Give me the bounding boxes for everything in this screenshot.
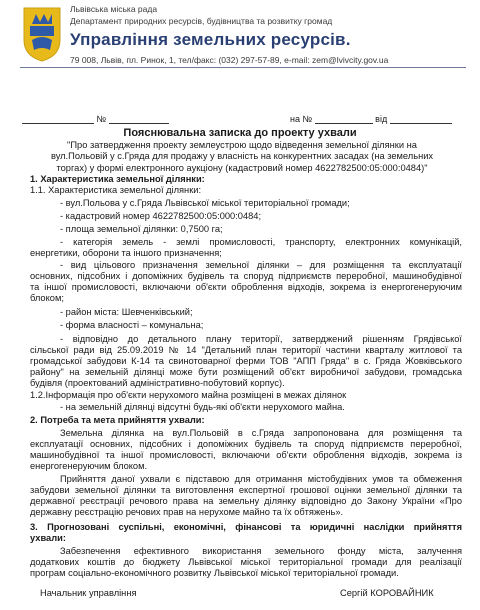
adoption-paragraph-line: державну реєстрацію речових прав на нерухоме майно та їх обтяжень».	[30, 507, 344, 517]
management-title: Управління земельних ресурсів.	[70, 30, 351, 49]
signatory-position: Начальник управління	[40, 588, 137, 598]
intro-line: "Про затвердження проекту землеустрою щодо відведення земельної ділянки на	[67, 140, 417, 150]
parcel-address: - вул.Польова у с.Гряда Львівської міської територіальної громади;	[60, 198, 350, 208]
purpose-line: блоком;	[30, 293, 64, 303]
adoption-paragraph-line: забудови земельної ділянки та виготовлення експертної грошової оцінки земельної ділянки та	[30, 485, 462, 495]
ref-date-word: від	[375, 114, 388, 124]
parcel-area: - площа земельної ділянки: 0,7500 га;	[60, 224, 223, 234]
number-sign: №	[96, 114, 107, 124]
consequences-line: програм соціально-економічного розвитку Львівської міської територіальної громади.	[30, 568, 399, 578]
document-title: Пояснювальна записка до проекту ухвали	[123, 127, 357, 139]
detail-plan-line: - відповідно до детального плану території, затверджений рішенням Грядівської	[60, 334, 462, 344]
purpose-paragraph-line: Земельна ділянка на вул.Польовій в с.Гряда запропонована для розміщення та	[60, 428, 462, 438]
purpose-line: основних, підсобних і допоміжних будівель та споруд підприємств переробної, машинобудівної	[30, 271, 462, 281]
real-estate-info: - на земельній ділянці відсутні будь-які об'єкти нерухомого майна.	[60, 402, 345, 412]
land-category-line: - категорія земель - землі промисловості, транспорту, електронних комунікацій,	[60, 237, 462, 247]
purpose-line: та іншої промисловості, включаючи об'єкти оброблення відходів, зокрема із енергогенеруючим	[30, 282, 462, 292]
adoption-paragraph-line: Прийняття даної ухвали є підставою для отримання містобудівних умов та обмеження	[60, 474, 462, 484]
detail-plan-line: громадської забудови К-14 та свинотоварної ферми ТОВ "АПП Гряда" в с. Гряда Жовківського	[30, 356, 462, 366]
section3-heading: ухвали:	[30, 533, 66, 543]
lviv-coat-of-arms-logo	[22, 6, 62, 62]
purpose-paragraph-line: експлуатації основних, підсобних і допоміжних будівель та споруд підприємств переробної,	[30, 439, 462, 449]
adoption-paragraph-line: державної реєстрації речового права на земельну ділянку відповідно до Закону України «Про	[30, 496, 462, 506]
section2-heading: 2. Потреба та мета прийняття ухвали:	[30, 415, 205, 425]
org-name: Львівська міська рада	[70, 4, 158, 14]
detail-plan-line: району" на земельній ділянці може бути розміщений об'єкт виробничої забудови, громадська	[30, 367, 462, 377]
department-name: Департамент природних ресурсів, будівництва та розвитку громад	[70, 16, 333, 26]
intro-line: вул.Польовій у с.Гряда для продажу у власність на конкурентних засадах (на земельних	[50, 151, 434, 162]
land-category-line: енергетики, оборони та іншого призначення;	[30, 248, 222, 258]
contact-address: 79 008, Львів, пл. Ринок, 1, тел/факс: (032) 297-57-89, e-mail: zem@lvivcity.gov.ua	[70, 55, 389, 65]
purpose-paragraph-line: енергогенеруючим блоком.	[30, 461, 148, 471]
section1-heading: 1. Характеристика земельної ділянки:	[30, 174, 205, 184]
section3-heading: 3. Прогнозовані суспільні, економічні, фінансові та юридичні наслідки прийняття	[30, 522, 462, 532]
purpose-paragraph-line: машинобудівної та іншої промисловості, включаючи об'єкти оброблення відходів, зокрема із	[30, 450, 462, 460]
section1-subheading: 1.1. Характеристика земельної ділянки:	[30, 185, 202, 195]
consequences-line: Забезпечення ефективного використання земельного фонду міста, залучення	[60, 546, 462, 556]
purpose-line: - вид цільового призначення земельної ділянки – для розміщення та експлуатації	[60, 260, 462, 270]
intro-text	[22, 140, 462, 174]
header-divider	[20, 67, 466, 68]
ref-number-field	[290, 114, 452, 124]
detail-plan-line: сільської ради від 25.09.2019 № 14 "Детальний план території частини кварталу житлової та	[30, 345, 462, 355]
signatory-name: Сергій КОРОВАЙНИК	[340, 588, 434, 598]
city-district: - район міста: Шевченківський;	[60, 307, 193, 317]
doc-number-field	[22, 114, 169, 124]
ownership-form: - форма власності – комунальна;	[60, 320, 204, 330]
real-estate-subheading: 1.2.Інформація про об'єкти нерухомого майна розміщені в межах ділянок	[30, 390, 347, 400]
cadastral-number: - кадастровий номер 4622782500:05:000:0484;	[60, 211, 262, 221]
ref-number-sign: на №	[290, 114, 313, 124]
consequences-line: додаткових коштів до бюджету Львівської міської територіальної громади для реалізації	[30, 557, 462, 567]
detail-plan-line: будівля (проектований адміністративно-побутовий корпус).	[30, 378, 285, 388]
intro-line: торгах) у формі електронного аукціону (кадастровий номер 4622782500:05:000:0484)"	[56, 162, 428, 173]
